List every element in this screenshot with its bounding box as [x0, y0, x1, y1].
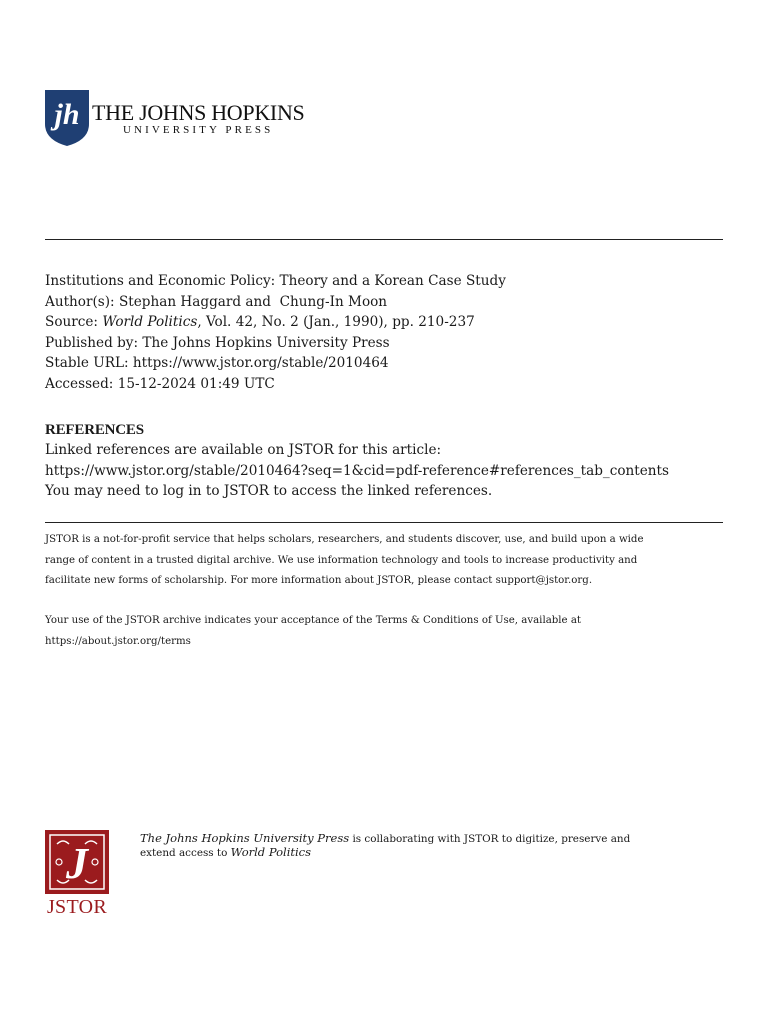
source-journal: World Politics — [102, 314, 198, 330]
source-line — [45, 312, 735, 333]
middle-divider — [45, 522, 723, 523]
publisher-logo-subname: UNIVERSITY PRESS — [123, 124, 274, 136]
published-label: Published by: — [45, 334, 139, 351]
jstor-logo — [45, 830, 109, 920]
source-label: Source: — [45, 314, 98, 330]
source-details: , Vol. 42, No. 2 (Jan., 1990), pp. 210-237 — [197, 314, 475, 330]
jstor-notice — [45, 530, 735, 592]
references-heading: REFERENCES — [45, 422, 144, 438]
collab-line-1 — [140, 832, 740, 846]
collab-text: extend access to — [140, 847, 231, 859]
article-metadata — [45, 271, 735, 394]
jh-shield-icon — [45, 90, 91, 146]
references-login-note: You may need to log in to JSTOR to access the linked references. — [45, 483, 493, 499]
accessed-line — [45, 374, 735, 395]
jstor-wordmark: JSTOR — [46, 896, 108, 918]
references-section — [45, 420, 735, 502]
accessed-value: 15-12-2024 01:49 UTC — [117, 375, 275, 392]
jstor-emblem-icon — [45, 830, 109, 894]
collab-journal: World Politics — [230, 845, 312, 859]
references-link[interactable]: https://www.jstor.org/stable/2010464?seq=1&cid=pdf-reference#references_tab_contents — [45, 462, 669, 479]
collab-publisher: The Johns Hopkins University Press — [140, 831, 350, 845]
stable-url-line — [45, 353, 735, 374]
top-divider — [45, 239, 723, 240]
references-intro: Linked references are available on JSTOR for this article: — [45, 442, 442, 458]
publisher-logo-name: THE JOHNS HOPKINS — [92, 100, 305, 125]
terms-notice — [45, 611, 735, 652]
svg-text:jh: jh — [54, 98, 80, 131]
stable-url-label: Stable URL: — [45, 355, 129, 371]
notice-line: range of content in a trusted digital archive. We use information technology and tools to increase productivity and — [45, 554, 638, 566]
article-title: Institutions and Economic Policy: Theory and a Korean Case Study — [45, 273, 506, 289]
svg-text:J: J — [66, 839, 88, 888]
terms-link[interactable]: https://about.jstor.org/terms — [45, 635, 191, 647]
stable-url-link[interactable]: https://www.jstor.org/stable/2010464 — [132, 355, 389, 371]
terms-line: Your use of the JSTOR archive indicates your acceptance of the Terms & Conditions of Use, available at — [45, 615, 581, 626]
collab-line-2 — [140, 846, 740, 860]
notice-line: facilitate new forms of scholarship. For more information about JSTOR, please contact support@jstor.org. — [45, 575, 593, 586]
authors-line — [45, 292, 735, 313]
authors-label: Author(s): — [45, 293, 115, 310]
collab-text: is collaborating with JSTOR to digitize, preserve and — [349, 833, 631, 845]
publisher-logo — [45, 90, 305, 150]
authors-value: Stephan Haggard and Chung-In Moon — [118, 293, 388, 310]
published-value: The Johns Hopkins University Press — [142, 334, 390, 351]
published-line — [45, 333, 735, 354]
collaboration-statement — [140, 832, 740, 860]
notice-line: JSTOR is a not-for-profit service that helps scholars, researchers, and students discover, use, and build upon a wide — [45, 534, 644, 545]
accessed-label: Accessed: — [45, 375, 114, 392]
